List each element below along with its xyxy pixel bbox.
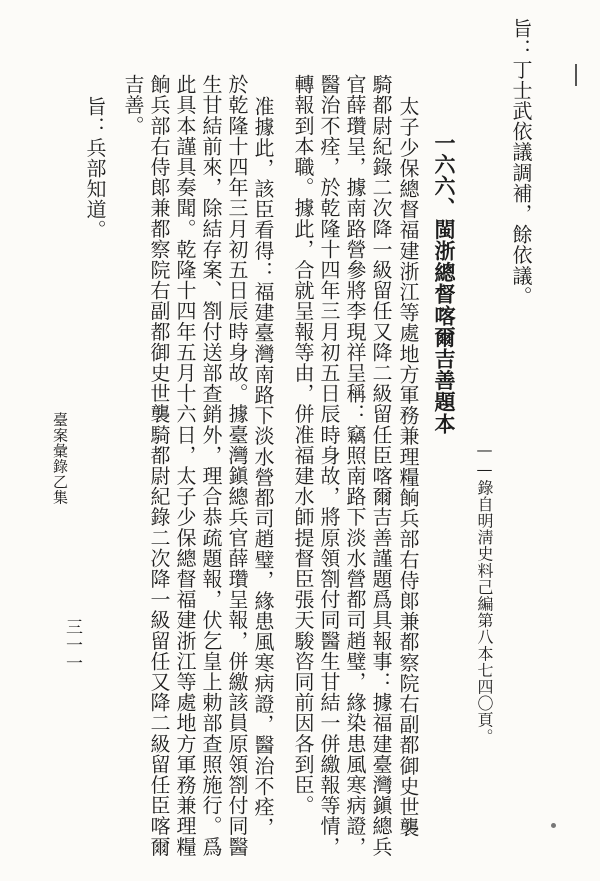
body-line-3: 官薛瓚呈，據南路營參將李現祥呈稱：竊照南路下淡水營都司趙璧，緣染患風寒病證， [343, 74, 367, 857]
margin-dot [551, 823, 556, 828]
body-line-10: 餉兵部右侍郞兼都察院右副都御史世襲騎都尉紀錄二次降一級留任又降二級留任臣喀爾 [147, 74, 171, 857]
body-line-5: 轉報到本職。據此，合就呈報等由，併准福建水師提督臣張天駿咨同前因各到臣。 [291, 74, 315, 816]
book-title: 臺案彙錄乙集 [51, 412, 69, 505]
body-line-7: 於乾隆十四年三月初五日辰時身故。據臺灣鎭總兵官薛瓚呈報，併繳該員原領劄付同醫 [225, 74, 249, 857]
source-citation: ——錄自明淸史料己編第八本七四〇頁。 [475, 440, 494, 745]
body-line-9: 此具本謹具奏聞。乾隆十四年五月十六日，太子少保總督福建浙江等處地方軍務兼理糧 [173, 74, 197, 857]
margin-mark [575, 64, 577, 86]
document-heading: 一六六、閩浙總督喀爾吉善題本 [432, 132, 457, 435]
edict-line-1: 旨：丁士武依議調補，餘依議。 [509, 18, 533, 307]
page-number: 三一一 [62, 618, 82, 672]
body-line-6: 准據此，該臣看得：福建臺灣南路下淡水營都司趙璧，緣患風寒病證，醫治不痊， [251, 96, 275, 838]
body-line-1: 太子少保總督福建浙江等處地方軍務兼理糧餉兵部右侍郞兼都察院右副都御史世襲 [396, 96, 420, 838]
edict-line-2: 旨：兵部知道。 [83, 96, 107, 241]
body-line-11: 吉善。 [121, 74, 145, 136]
body-line-2: 騎都尉紀錄二次降一級留任又降二級留任臣喀爾吉善謹題爲具報事：據福建臺灣鎭總兵 [369, 74, 393, 857]
body-line-4: 醫治不痊，於乾隆十四年三月初五日辰時身故，將原領劄付同醫生甘結一併繳報等情， [317, 74, 341, 857]
body-line-8: 生甘結前來，除結存案、劄付送部查銷外，理合恭疏題報，伏乞皇上勅部查照施行。爲 [199, 74, 223, 857]
